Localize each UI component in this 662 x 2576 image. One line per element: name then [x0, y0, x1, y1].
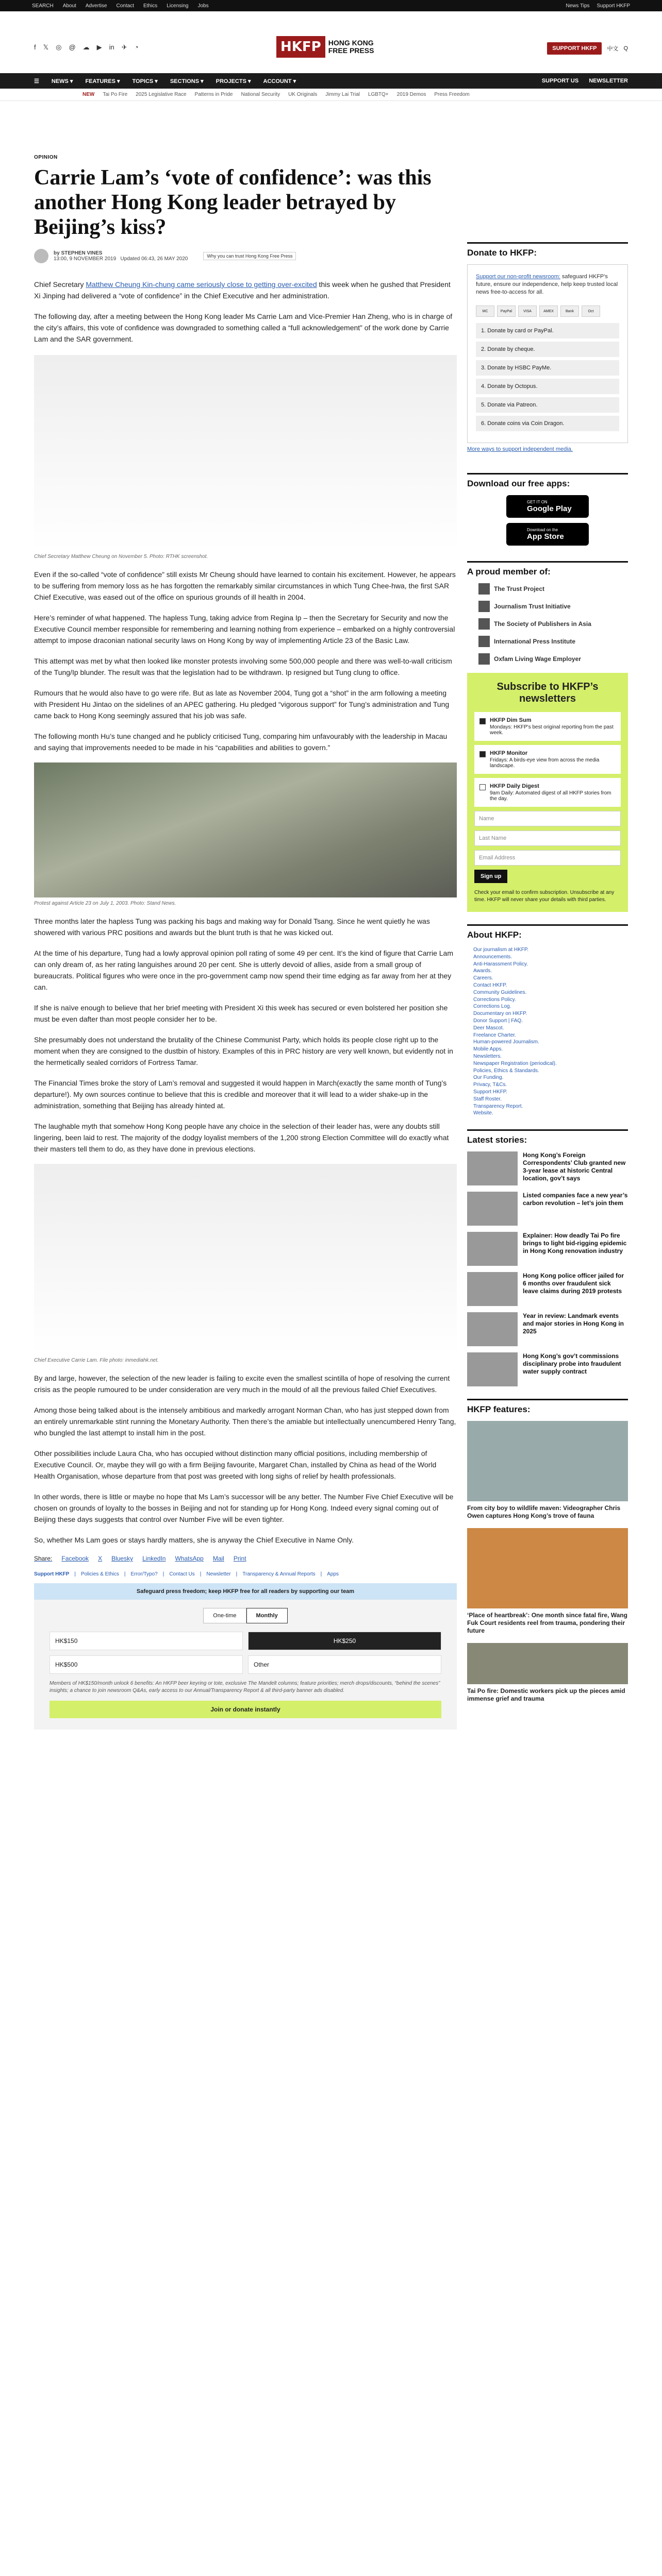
about-link[interactable]: Policies, Ethics & Standards. [473, 1067, 539, 1074]
nav-support-us[interactable]: SUPPORT US [541, 78, 579, 84]
latest-story[interactable]: Year in review: Landmark events and major stories in Hong Kong in 2025 [467, 1312, 628, 1346]
about-link[interactable]: Mobile Apps. [473, 1046, 503, 1053]
about-link[interactable]: Freelance Charter. [473, 1032, 516, 1038]
trending-bar [0, 89, 662, 101]
about-link[interactable]: Newsletters. [473, 1053, 502, 1059]
about-link[interactable]: Transparency Report. [473, 1103, 523, 1109]
latest-story[interactable]: Listed companies face a new year’s carbon revolution – let’s join them [467, 1192, 628, 1226]
payment-cards [476, 306, 619, 317]
story-thumbnail[interactable] [467, 1352, 518, 1386]
apps-heading: Download our free apps: [467, 473, 628, 489]
donate-option[interactable]: 3. Donate by HSBC PayMe. [476, 360, 619, 376]
footer-link[interactable]: Contact Us [169, 1571, 195, 1577]
trending-item[interactable]: National Security [241, 92, 280, 97]
story-thumbnail[interactable] [467, 1192, 518, 1226]
publish-date: 13:00, 9 NOVEMBER 2019 [54, 256, 117, 262]
share-mail[interactable]: Mail [212, 1555, 224, 1562]
article-paragraph: At the time of his departure, Tung had a lowly approval opinion poll rating of some 49 per cent. It’s the kind of figure that Carrie Lam can only dream of, as her rating languishes around 20 per cent. She is utterly devoid of allies, aside from a small group of bureaucrats. Political figures who were once in the pro-government camp now spend their time edging as far away from her at they can. [34, 949, 453, 991]
logo-line2: FREE PRESS [328, 46, 374, 55]
article-paragraph: Here’s reminder of what happened. The hapless Tung, taking advice from Regina Ip – then the Secretary for Security and now the Executive Council member responsible for remembering and learning nothing from experience – embarked on a highly controversial attempt to impose draconian national security laws on Hong Kong by way of implementing Article 23 of the Basic Law. [34, 614, 455, 645]
topbar-jobs-link[interactable]: Jobs [197, 3, 209, 9]
share-whatsapp[interactable]: WhatsApp [175, 1555, 204, 1562]
newsletter-signup [467, 673, 628, 912]
youtube-icon[interactable]: ▶ [96, 43, 102, 51]
article-paragraph: If she is naïve enough to believe that her brief meeting with President Xi this week has secured or even bolstered her position she must be even dafter than most people consider her to be. [34, 1004, 448, 1023]
about-link[interactable]: Corrections Policy. [473, 996, 516, 1003]
article-paragraph: Rumours that he would also have to go were rife. But as late as November 2004, Tung got a “shot” in the arm following a meeting with President Hu Jintao on the sidelines of an APEC gathering. Hu pledged “vigorous support” for Tung’s administration and Tung came back to Hong Kong seemingly assured that his job was safe. [34, 689, 450, 720]
topbar-search-link[interactable]: SEARCH [32, 3, 54, 9]
bluesky-icon[interactable]: ☁ [82, 43, 90, 51]
newsletter-option[interactable]: HKFP Monitor Fridays: A birds-eye view from across the media landscape. [474, 745, 621, 774]
about-link[interactable]: Website. [473, 1110, 493, 1116]
facebook-icon[interactable]: f [34, 43, 36, 51]
about-link[interactable]: Careers. [473, 975, 493, 981]
about-link[interactable]: Support HKFP. [473, 1089, 507, 1095]
language-switch[interactable]: 中文 [607, 46, 619, 52]
about-link[interactable]: Donor Support | FAQ. [473, 1018, 523, 1024]
rss-icon[interactable]: ◔ [134, 43, 139, 51]
share-links [34, 1555, 457, 1562]
threads-icon[interactable]: @ [69, 43, 76, 51]
card-icon: Bank [560, 306, 579, 317]
trending-item[interactable]: Tai Po Fire [103, 92, 128, 97]
topbar-support-link[interactable]: Support HKFP [597, 3, 630, 9]
subscribe-note: Check your email to confirm subscription. Unsubscribe at any time. HKFP will never share your details with third parties. [474, 890, 615, 903]
donate-option[interactable]: 5. Donate via Patreon. [476, 397, 619, 413]
article-image-protest [34, 762, 457, 897]
donate-option[interactable]: 4. Donate by Octopus. [476, 379, 619, 394]
member-logo[interactable]: The Trust Project [478, 583, 628, 595]
article-paragraph: Even if the so-called “vote of confidence” still exists Mr Cheung should have learned to contain his excitement. However, he appears to be suffering from memory loss as he has forgotten the remarkably similar circumstances in which Tung Chee-hwa, the first SAR Chief Executive, was eased out of the office on spurious grounds of ill health in 2004. [34, 570, 456, 601]
donate-text: Support our non-profit newsroom: safeguard HKFP's future, ensure our independence, help keep trusted local news free-to-access for all. [476, 274, 618, 295]
about-link[interactable]: Human-powered Journalism. [473, 1039, 539, 1045]
logo-text [328, 39, 374, 55]
article-footer-links: Support HKFP | Policies & Ethics | Error/Typo? | Contact Us | Newsletter | Transparency & Annual Reports | Apps [34, 1571, 339, 1577]
latest-story[interactable]: Hong Kong’s gov’t commissions disciplinary probe into fraudulent water supply contract [467, 1352, 628, 1386]
about-link[interactable]: Contact HKFP. [473, 982, 507, 988]
subscribe-title: Subscribe to HKFP’s newsletters [496, 681, 599, 704]
trending-item[interactable]: Press Freedom [434, 92, 470, 97]
story-thumbnail[interactable] [467, 1151, 518, 1185]
donate-banner: Safeguard press freedom; keep HKFP free for all readers by supporting our team [34, 1583, 457, 1600]
logo-line1: HONG KONG [328, 39, 374, 47]
image-caption: Chief Executive Carrie Lam. File photo: inmediahk.net. [34, 1358, 159, 1363]
story-thumbnail[interactable] [467, 1232, 518, 1266]
donate-note: Members of HK$150/month unlock 6 benefits: An HKFP beer keyring or tote, exclusive The Mandelt columns; feature priorities; merch drops/discounts, “behind the scenes” insights; a chance to join newsroom Q&As, early access to our Annual/Transparency Report & all third-party banner ads disabled. [49, 1681, 440, 1693]
member-logo[interactable]: The Society of Publishers in Asia [478, 618, 628, 630]
inline-link[interactable]: Matthew Cheung Kin-chung came seriously close to getting over-excited [86, 280, 317, 289]
donate-heading: Donate to HKFP: [467, 242, 628, 258]
about-link[interactable]: Our Funding. [473, 1075, 504, 1081]
about-link[interactable]: Anti-Harassment Policy. [473, 961, 528, 967]
feature-thumbnail[interactable] [467, 1643, 628, 1684]
newsletter-option[interactable]: HKFP Daily Digest 9am Daily: Automated digest of all HKFP stories from the day. [474, 778, 621, 807]
donate-option[interactable]: 2. Donate by cheque. [476, 342, 619, 357]
article [34, 155, 457, 1730]
linkedin-icon[interactable]: in [109, 43, 114, 51]
latest-story[interactable]: Hong Kong’s Foreign Correspondents’ Club granted new 3-year lease at historic Central location, gov’t says [467, 1151, 628, 1185]
article-paragraph: In other words, there is little or maybe no hope that Ms Lam’s successor will be any better. The Number Five Chief Executive will be chosen on grounds of loyalty to the bosses in Beijing and not for standing up for Hong Kong. Indeed every signal coming out of Beijing these days suggests that control over Number Five will be even tighter. [34, 1493, 454, 1523]
section-tag[interactable]: OPINION [34, 155, 58, 160]
first-name-field[interactable]: Name [474, 811, 621, 826]
amount-other-input[interactable]: Other [248, 1655, 441, 1674]
article-paragraph: The following day, after a meeting between the Hong Kong leader Ms Carrie Lam and Vice-Premier Han Zheng, who is in charge of the city’s affairs, this vote of confidence was downgraded to something called a “full acknowledgement” of the work done by Carrie Lam and the SAR government. [34, 312, 453, 343]
article-paragraph: Other possibilities include Laura Cha, who has occupied without distinction many official positions, including membership of Executive Council. Or, maybe they will go with a firm Beijing favourite, Margaret Chan, installed by China as head of the World Health Organisation, whose departure from that post was greeted with long sighs of relief by health professionals. [34, 1449, 437, 1480]
main-nav [0, 73, 662, 89]
nav-newsletter[interactable]: NEWSLETTER [589, 78, 628, 84]
share-label: Share: [34, 1555, 53, 1562]
top-utility-bar [0, 0, 662, 11]
article-paragraph: Among those being talked about is the intensely ambitious and markedly arrogant Norman Chan, who has just stepped down from an entirely unremarkable stint running the Monetary Authority. Then there’s the amiable but intellectually unencumbered Henry Tang, who bungled the last attempt to install him in the post. [34, 1406, 456, 1437]
topbar-contact-link[interactable]: Contact [116, 3, 134, 9]
article-paragraph: Three months later the hapless Tung was packing his bags and making way for Donald Tsang. Since he went quietly he was showered with various PRC positions and awards but the blunt truth is that he was kicked out. [34, 917, 430, 937]
app-store-button[interactable]: Download on the App Store [506, 523, 589, 546]
share-x[interactable]: X [98, 1555, 103, 1562]
about-link[interactable]: Staff Roster. [473, 1096, 502, 1102]
about-link[interactable]: Corrections Log. [473, 1004, 511, 1010]
article-paragraph: By and large, however, the selection of the new leader is failing to excite even the smallest scintilla of hope of resolving the current crisis as the people rumoured to be under consideration are very much in the mould of all the previous failed Chief Executives. [34, 1374, 450, 1394]
feature-thumbnail[interactable] [467, 1528, 628, 1608]
card-icon: MC [476, 306, 494, 317]
trending-item[interactable]: 2025 Legislative Race [136, 92, 187, 97]
instagram-icon[interactable]: ◎ [56, 43, 62, 51]
story-thumbnail[interactable] [467, 1312, 518, 1346]
about-link[interactable]: Announcements. [473, 954, 512, 960]
features-heading: HKFP features: [467, 1399, 628, 1415]
footer-link[interactable]: Support HKFP [34, 1571, 70, 1577]
telegram-icon[interactable]: ✈ [121, 43, 127, 51]
site-header [0, 11, 662, 73]
more-ways-link[interactable]: More ways to support independent media. [467, 446, 573, 452]
member-logo[interactable]: International Press Institute [478, 636, 628, 647]
checkbox-checked[interactable] [479, 718, 486, 724]
topbar-about-link[interactable]: About [62, 3, 76, 9]
card-icon: PayPal [497, 306, 516, 317]
support-hkfp-button[interactable]: SUPPORT HKFP [547, 42, 602, 55]
topbar-ethics-link[interactable]: Ethics [143, 3, 158, 9]
about-link[interactable]: Privacy, T&Cs. [473, 1082, 507, 1088]
checkbox[interactable] [479, 784, 486, 790]
trending-item[interactable]: 2019 Demos [396, 92, 426, 97]
trending-item[interactable]: Jimmy Lai Trial [325, 92, 360, 97]
latest-heading: Latest stories: [467, 1129, 628, 1145]
freq-monthly[interactable]: Monthly [246, 1608, 288, 1623]
about-link[interactable]: Deer Mascot. [473, 1025, 504, 1031]
amount-option[interactable]: HK$150 [49, 1632, 243, 1650]
email-field[interactable]: Email Address [474, 850, 621, 866]
google-play-button[interactable]: GET IT ON Google Play [506, 495, 589, 518]
topbar-news-tips-link[interactable]: News Tips [566, 3, 590, 9]
article-paragraph: So, whether Ms Lam goes or stays hardly matters, she is anyway the Chief Executive in Name Only. [34, 1536, 354, 1544]
feature-story[interactable]: From city boy to wildlife maven: Videographer Chris Owen captures Hong Kong’s trove of fauna [467, 1421, 628, 1520]
about-link[interactable]: Awards. [473, 968, 492, 974]
footer-link[interactable]: Policies & Ethics [80, 1571, 119, 1577]
trending-item[interactable]: UK Originals [288, 92, 318, 97]
article-paragraph: This attempt was met by what then looked like monster protests involving some 500,000 people and there was well-to-wall criticism of the Tung/Ip blunder. The result was that the legislation had to be withdrawn. Ip resigned but Tung clung to office. [34, 657, 452, 676]
social-icons [34, 43, 139, 52]
article-title: Carrie Lam’s ‘vote of confidence’: was this another Hong Kong leader betrayed by Beijing’s kiss? [34, 166, 432, 239]
article-body [34, 279, 457, 1546]
nav-menu-icon[interactable]: ☰ [34, 78, 39, 84]
latest-story[interactable]: Explainer: How deadly Tai Po fire brings to light bid-rigging epidemic in Hong Kong renovation industry [467, 1232, 628, 1266]
about-link[interactable]: Our journalism at HKFP. [473, 947, 529, 953]
about-link[interactable]: Community Guidelines. [473, 989, 527, 995]
footer-link[interactable]: Newsletter [206, 1571, 231, 1577]
newsletter-option[interactable]: HKFP Dim Sum Mondays: HKFP's best original reporting from the past week. [474, 712, 621, 741]
search-icon[interactable]: Q [623, 45, 628, 52]
topbar-advertise-link[interactable]: Advertise [85, 3, 107, 9]
topbar-licensing-link[interactable]: Licensing [167, 3, 189, 9]
share-linkedin[interactable]: LinkedIn [142, 1555, 166, 1562]
member-heading: A proud member of: [467, 561, 628, 577]
trending-new-badge: NEW [82, 92, 95, 97]
checkbox-checked[interactable] [479, 751, 486, 757]
feature-thumbnail[interactable] [467, 1421, 628, 1501]
about-link[interactable]: Documentary on HKFP. [473, 1011, 527, 1017]
nav-features[interactable]: FEATURES ▾ [85, 78, 120, 84]
image-caption: Protest against Article 23 on July 1, 2003. Photo: Stand News. [34, 901, 176, 906]
donate-option[interactable]: 6. Donate coins via Coin Dragon. [476, 416, 619, 431]
donate-amounts [49, 1632, 441, 1674]
about-heading: About HKFP: [467, 924, 628, 940]
trust-badge[interactable]: Why you can trust Hong Kong Free Press [203, 252, 296, 260]
image-caption: Chief Secretary Matthew Cheung on November 5. Photo: RTHK screenshot. [34, 554, 208, 560]
footer-link[interactable]: Apps [327, 1571, 339, 1577]
story-thumbnail[interactable] [467, 1272, 518, 1306]
logo-mark: HKFP [276, 36, 325, 58]
sidebar [467, 242, 628, 1711]
author-name[interactable]: by STEPHEN VINES [54, 250, 103, 256]
card-icon: Oct [582, 306, 600, 317]
article-paragraph: The following month Hu’s tune changed and he publicly criticised Tung, comparing him unfavourably with the leadership in Macau and saying that improvements needed to be made in his “capabilities and abilities to govern.” [34, 732, 448, 752]
card-icon: AMEX [539, 306, 558, 317]
article-paragraph: Chief Secretary Matthew Cheung Kin-chung came seriously close to getting over-excited this week when he gushed that President Xi Jinping had delivered a “vote of confidence” in the Chief Executive and her administration. [34, 280, 451, 300]
x-icon[interactable]: 𝕏 [43, 43, 49, 51]
nav-news[interactable]: NEWS ▾ [51, 78, 73, 84]
about-list [467, 946, 628, 1117]
article-paragraph: She presumably does not understand the brutality of the Chinese Communist Party, which holds its people close right up to the moment when they are consigned to the dustbin of history. Examples of this in PRC history are very well known, but evidently not in the hermetically sealed corridors of Fortress Tamar. [34, 1036, 453, 1066]
site-logo[interactable] [276, 36, 374, 58]
freq-one-time[interactable]: One-time [203, 1608, 246, 1623]
amount-option[interactable]: HK$250 [248, 1632, 441, 1650]
share-facebook[interactable]: Facebook [61, 1555, 89, 1562]
donate-widget [34, 1583, 457, 1730]
article-paragraph: The laughable myth that somehow Hong Kong people have any choice in the selection of their leader has, were any doubts still lingering, been laid to rest. The majority of the dodgy loyalist members of the 1,200 strong Election Committee will do exactly what their masters tell them to do, as they have done in previous elections. [34, 1122, 449, 1153]
trending-item[interactable]: LGBTQ+ [368, 92, 389, 97]
author-avatar [34, 249, 48, 263]
join-donate-button[interactable]: Join or donate instantly [49, 1701, 441, 1718]
member-logo[interactable]: Journalism Trust Initiative [478, 601, 628, 612]
share-bluesky[interactable]: Bluesky [111, 1555, 134, 1562]
nav-projects[interactable]: PROJECTS ▾ [216, 78, 251, 84]
about-link[interactable]: Newspaper Registration (periodical). [473, 1060, 557, 1066]
footer-link[interactable]: Error/Typo? [130, 1571, 158, 1577]
donate-card [467, 264, 628, 443]
nav-topics[interactable]: TOPICS ▾ [132, 78, 158, 84]
share-print[interactable]: Print [233, 1555, 246, 1562]
member-logo[interactable]: Oxfam Living Wage Employer [478, 653, 628, 665]
nav-account[interactable]: ACCOUNT ▾ [263, 78, 296, 84]
card-icon: VISA [518, 306, 537, 317]
amount-option[interactable]: HK$500 [49, 1655, 243, 1674]
article-paragraph: The Financial Times broke the story of Lam’s removal and suggested it would happen in March(exactly the same month of Tung’s departure!). My own sources continue to believe that this is credible and moreover that it will lead to a wider shake-up in the administration, something that Beijing has already hinted at. [34, 1079, 447, 1110]
last-name-field[interactable]: Last Name [474, 831, 621, 846]
byline [34, 249, 457, 263]
article-image-carrie-lam [34, 1164, 457, 1354]
donate-text-link[interactable]: Support our non-profit newsroom: [476, 274, 560, 280]
signup-button[interactable]: Sign up [474, 870, 507, 883]
donate-option[interactable]: 1. Donate by card or PayPal. [476, 323, 619, 338]
article-image-video[interactable] [34, 355, 457, 551]
footer-link[interactable]: Transparency & Annual Reports [242, 1571, 316, 1577]
feature-story[interactable]: Tai Po fire: Domestic workers pick up the pieces amid immense grief and trauma [467, 1643, 628, 1703]
updated-date: Updated 06:43, 26 MAY 2020 [120, 256, 188, 262]
donate-frequency [49, 1608, 441, 1623]
nav-sections[interactable]: SECTIONS ▾ [170, 78, 204, 84]
trending-item[interactable]: Patterns in Pride [194, 92, 233, 97]
latest-story[interactable]: Hong Kong police officer jailed for 6 months over fraudulent sick leave claims during 2019 protests [467, 1272, 628, 1306]
feature-story[interactable]: ‘Place of heartbreak’: One month since fatal fire, Wang Fuk Court residents reel from trauma, pondering their future [467, 1528, 628, 1635]
